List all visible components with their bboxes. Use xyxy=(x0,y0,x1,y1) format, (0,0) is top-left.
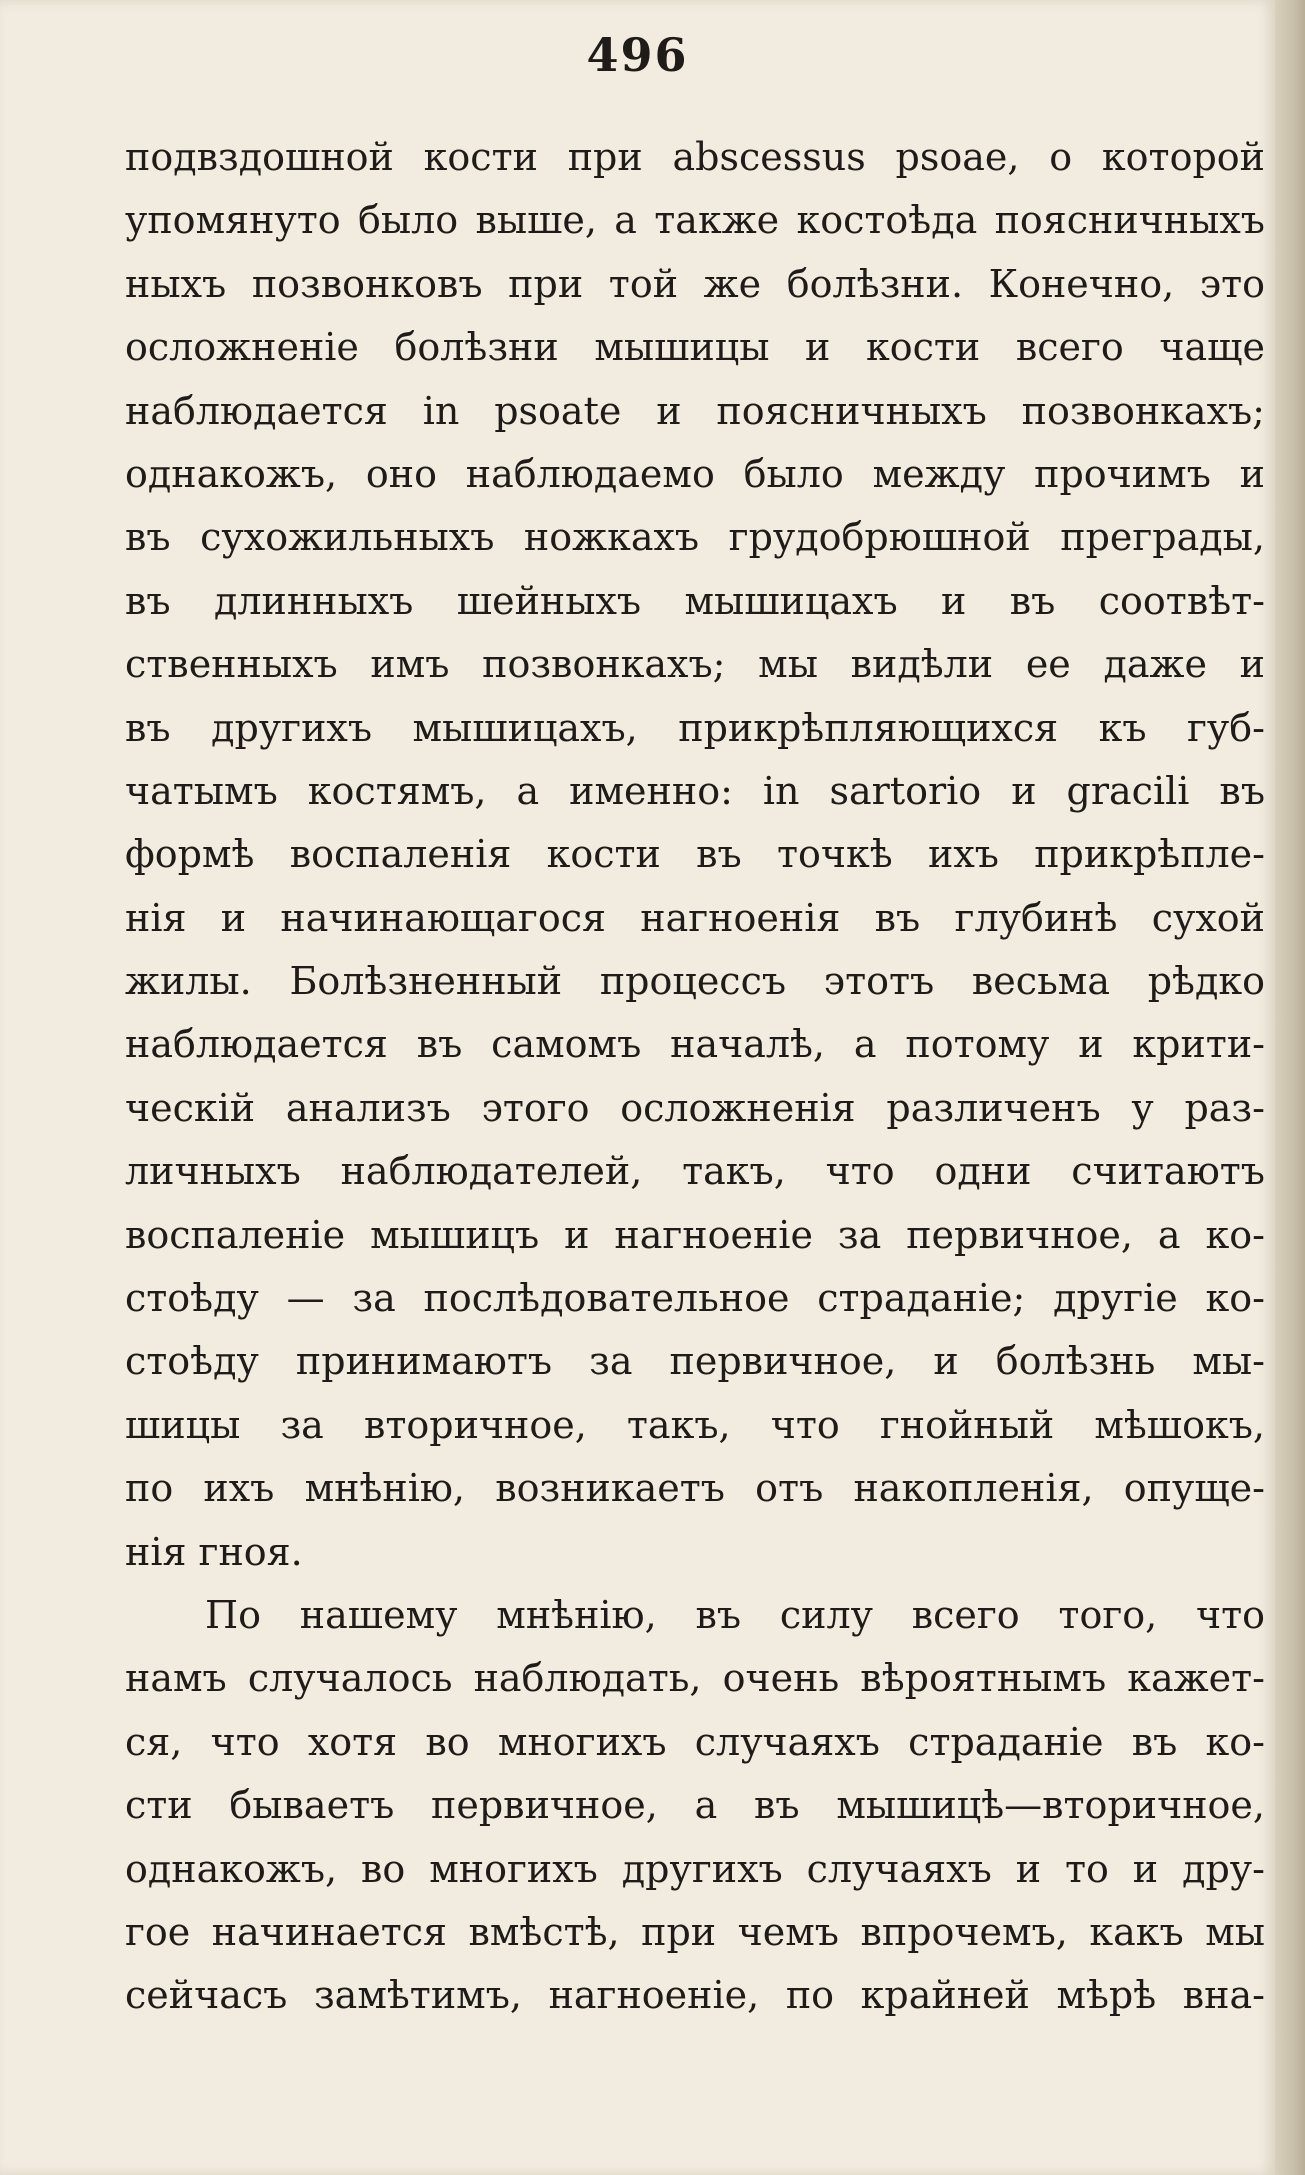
text-line: сейчасъ замѣтимъ, нагноеніе, по крайней мѣрѣ вна- xyxy=(125,1973,1265,2018)
text-line: ся, что хотя во многихъ случаяхъ страданіе въ ко- xyxy=(125,1719,1265,1764)
text-line: стоѣду — за послѣдовательное страданіе; другіе ко- xyxy=(125,1276,1265,1321)
text-line: въ длинныхъ шейныхъ мышицахъ и въ соотвѣт- xyxy=(125,578,1265,623)
text-line: формѣ воспаленія кости въ точкѣ ихъ прикрѣпле- xyxy=(125,832,1265,877)
text-line: жилы. Болѣзненный процессъ этотъ весьма рѣдко xyxy=(125,959,1265,1004)
text-line: личныхъ наблюдателей, такъ, что одни считаютъ xyxy=(125,1149,1265,1194)
text-line: воспаленіе мышицъ и нагноеніе за первичное, а ко- xyxy=(125,1212,1265,1257)
text-line: шицы за вторичное, такъ, что гнойный мѣшокъ, xyxy=(125,1402,1265,1447)
text-line: наблюдается въ самомъ началѣ, а потому и крити- xyxy=(125,1022,1265,1067)
text-line: упомянуто было выше, а также костоѣда поясничныхъ xyxy=(125,198,1265,243)
page-edge xyxy=(1275,0,1305,2175)
text-line: осложненіе болѣзни мышицы и кости всего чаще xyxy=(125,325,1265,370)
text-line: гое начинается вмѣстѣ, при чемъ впрочемъ, какъ мы xyxy=(125,1909,1265,1954)
text-line: сти бываетъ первичное, а въ мышицѣ—вторичное, xyxy=(125,1783,1265,1828)
text-line: нія и начинающагося нагноенія въ глубинѣ сухой xyxy=(125,895,1265,940)
text-line: стоѣду принимаютъ за первичное, и болѣзнь мы- xyxy=(125,1339,1265,1384)
text-line: наблюдается in psoate и поясничныхъ позвонкахъ; xyxy=(125,388,1265,433)
text-line: подвздошной кости при abscessus psoae, о которой xyxy=(125,135,1265,179)
page-number: 496 xyxy=(586,28,689,82)
text-line: чатымъ костямъ, а именно: in sartorio и gracili въ xyxy=(125,768,1265,813)
text-line: въ другихъ мышицахъ, прикрѣпляющихся къ губ- xyxy=(125,705,1265,750)
text-line: однакожъ, оно наблюдаемо было между прочимъ и xyxy=(125,451,1265,496)
text-line: намъ случалось наблюдать, очень вѣроятнымъ кажет- xyxy=(125,1656,1265,1701)
text-line: по ихъ мнѣнію, возникаетъ отъ накопленія, опуще- xyxy=(125,1466,1265,1511)
text-line: однакожъ, во многихъ другихъ случаяхъ и то и дру- xyxy=(125,1846,1265,1891)
text-line: ственныхъ имъ позвонкахъ; мы видѣли ее даже и xyxy=(125,642,1265,687)
text-line: нія гноя. xyxy=(125,1529,303,1574)
text-line: ныхъ позвонковъ при той же болѣзни. Конечно, это xyxy=(125,261,1265,306)
text-line: По нашему мнѣнію, въ силу всего того, что xyxy=(205,1592,1265,1637)
body-text xyxy=(125,126,1265,2028)
text-line: ческій анализъ этого осложненія различенъ у раз- xyxy=(125,1085,1265,1130)
text-line: въ сухожильныхъ ножкахъ грудобрюшной преграды, xyxy=(125,515,1265,560)
